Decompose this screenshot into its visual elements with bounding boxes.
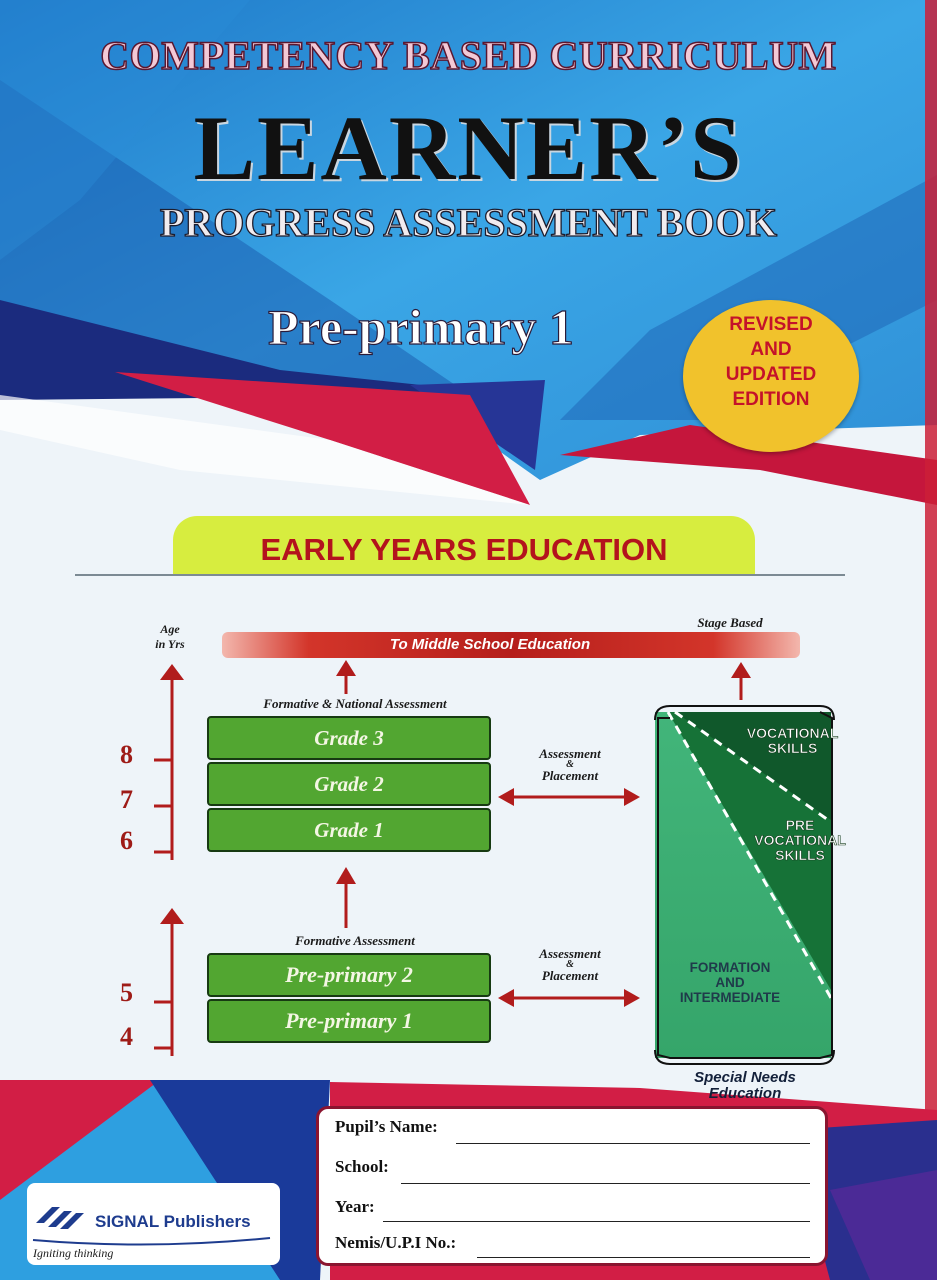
- book-title: LEARNER’S: [193, 97, 744, 199]
- edition-sticker-text: [683, 312, 859, 412]
- age-8: 8: [120, 740, 133, 769]
- stage-label-line: INTERMEDIATE: [679, 990, 781, 1005]
- age-4: 4: [120, 1022, 133, 1051]
- assessment-placement-lower: [515, 948, 625, 981]
- sticker-line: UPDATED: [725, 364, 817, 385]
- pre-vocational-skills-label: [736, 818, 864, 863]
- section-divider: [75, 574, 845, 576]
- year-field[interactable]: [383, 1221, 810, 1222]
- vocational-skills-label: [730, 726, 855, 756]
- stage-label-line: PRE: [785, 817, 815, 833]
- age-7: 7: [120, 785, 133, 814]
- school-field[interactable]: [401, 1183, 810, 1184]
- stage-label-line: VOCATIONAL: [746, 725, 839, 741]
- sticker-line: AND: [750, 339, 792, 360]
- sne-label-line: Special Needs: [694, 1069, 796, 1086]
- stage-based-label: Stage Based: [697, 615, 763, 630]
- nemis-upi-field[interactable]: [477, 1257, 810, 1258]
- stage-label-line: VOCATIONAL: [754, 832, 846, 848]
- age-6: 6: [120, 826, 133, 855]
- sticker-line: REVISED: [729, 314, 813, 335]
- formative-national-label: Formative & National Assessment: [263, 696, 447, 711]
- age-axis-label: [140, 622, 200, 652]
- stage-label-line: SKILLS: [775, 847, 825, 863]
- ampersand-label: &: [566, 959, 574, 970]
- nemis-upi-label: Nemis/U.P.I No.:: [335, 1233, 457, 1252]
- pupil-name-field[interactable]: [456, 1143, 810, 1144]
- stage-label-line: AND: [715, 975, 745, 990]
- publisher-name: SIGNAL Publishers: [95, 1212, 251, 1231]
- sticker-line: EDITION: [732, 389, 810, 410]
- stage-label-line: SKILLS: [767, 740, 818, 756]
- grade-level: Pre-primary 1: [268, 299, 574, 355]
- grade-2-box: Grade 2: [207, 762, 491, 806]
- publisher-tagline: Igniting thinking: [33, 1246, 114, 1260]
- assessment-placement-upper: [515, 748, 625, 781]
- sne-label-line: Education: [708, 1085, 782, 1102]
- assessment-label: Assessment: [539, 946, 601, 961]
- book-subtitle: PROGRESS ASSESSMENT BOOK: [159, 200, 778, 245]
- stage-label-line: FORMATION: [689, 960, 771, 975]
- grade-3-box: Grade 3: [207, 716, 491, 760]
- preprimary-1-box: Pre-primary 1: [207, 999, 491, 1043]
- assessment-label: Assessment: [539, 746, 601, 761]
- formative-label: Formative Assessment: [295, 933, 415, 948]
- special-needs-label: [660, 1070, 830, 1102]
- middle-school-bar-label: To Middle School Education: [389, 636, 591, 653]
- grade-1-box: Grade 1: [207, 808, 491, 852]
- age-5: 5: [120, 978, 133, 1007]
- pupil-details-form: [316, 1106, 828, 1266]
- placement-label: Placement: [541, 968, 599, 983]
- formation-intermediate-label: [660, 960, 800, 1005]
- school-label: School:: [335, 1157, 389, 1176]
- placement-label: Placement: [541, 768, 599, 783]
- year-label: Year:: [335, 1197, 375, 1216]
- preprimary-2-box: Pre-primary 2: [207, 953, 491, 997]
- section-title: EARLY YEARS EDUCATION: [260, 532, 668, 567]
- age-axis-label-line: Age: [160, 622, 180, 636]
- age-axis-label-line: in Yrs: [155, 637, 185, 651]
- pupil-name-label: Pupil’s Name:: [335, 1117, 438, 1136]
- ampersand-label: &: [566, 759, 574, 770]
- curriculum-title: COMPETENCY BASED CURRICULUM: [100, 33, 837, 78]
